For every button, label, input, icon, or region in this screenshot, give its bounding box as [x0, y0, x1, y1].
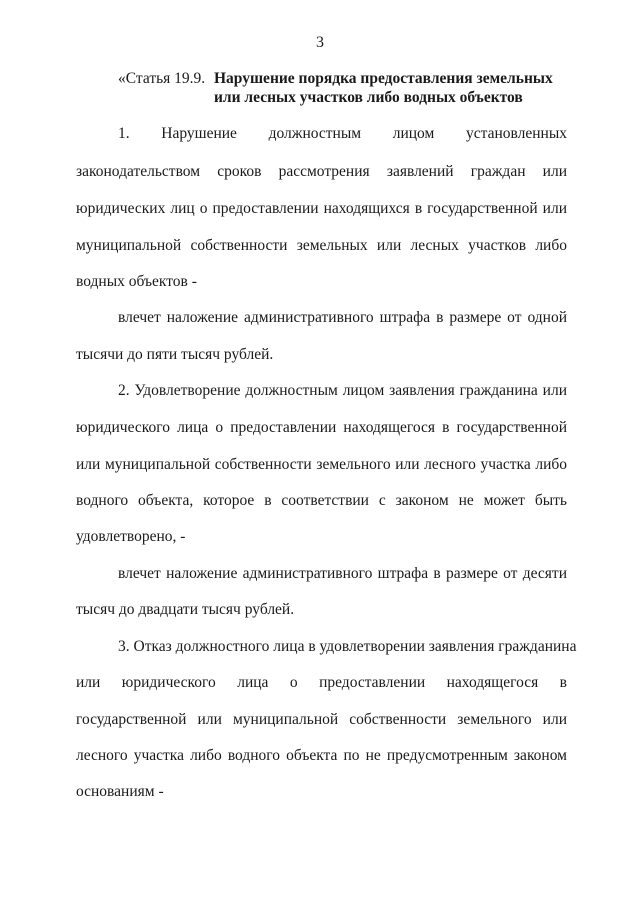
- article-title-line-2: или лесных участков либо водных объектов: [214, 89, 523, 106]
- text-line: водного объекта, которое в соответствии с законом не может быть: [76, 492, 567, 509]
- page-number: 3: [316, 34, 324, 51]
- text-line: тысячи до пяти тысяч рублей.: [76, 346, 274, 363]
- text-line: муниципальной собственности земельных или лесных участков либо: [76, 237, 567, 254]
- text-line: законодательством сроков рассмотрения заявлений граждан или: [76, 163, 567, 180]
- text-line: 2. Удовлетворение должностным лицом заявления гражданина или: [118, 382, 567, 399]
- text-line: или муниципальной собственности земельного или лесного участка либо: [76, 456, 567, 473]
- text-line: юридических лиц о предоставлении находящихся в государственной или: [76, 200, 567, 217]
- text-line: влечет наложение административного штрафа в размере от одной: [118, 309, 567, 326]
- article-heading: [118, 69, 578, 107]
- text-line: влечет наложение административного штрафа в размере от десяти: [118, 565, 567, 582]
- text-line: или юридического лица о предоставлении находящегося в: [76, 674, 567, 691]
- text-line: 3. Отказ должностного лица в удовлетворении заявления гражданина: [118, 638, 577, 655]
- text-line: тысяч до двадцати тысяч рублей.: [76, 601, 295, 618]
- text-line: 1. Нарушение должностным лицом установленных: [118, 125, 567, 142]
- text-line: юридического лица о предоставлении находящегося в государственной: [76, 419, 567, 436]
- article-title-line-1: Нарушение порядка предоставления земельных: [214, 70, 553, 87]
- article-label: «Статья 19.9.: [118, 70, 206, 87]
- text-line: удовлетворено, -: [76, 528, 186, 545]
- text-line: основаниям -: [76, 783, 164, 800]
- text-line: государственной или муниципальной собственности земельного или: [76, 711, 567, 728]
- text-line: водных объектов -: [76, 273, 197, 290]
- text-line: лесного участка либо водного объекта по не предусмотренным законом: [76, 747, 567, 764]
- article-heading-line-1: [118, 69, 578, 88]
